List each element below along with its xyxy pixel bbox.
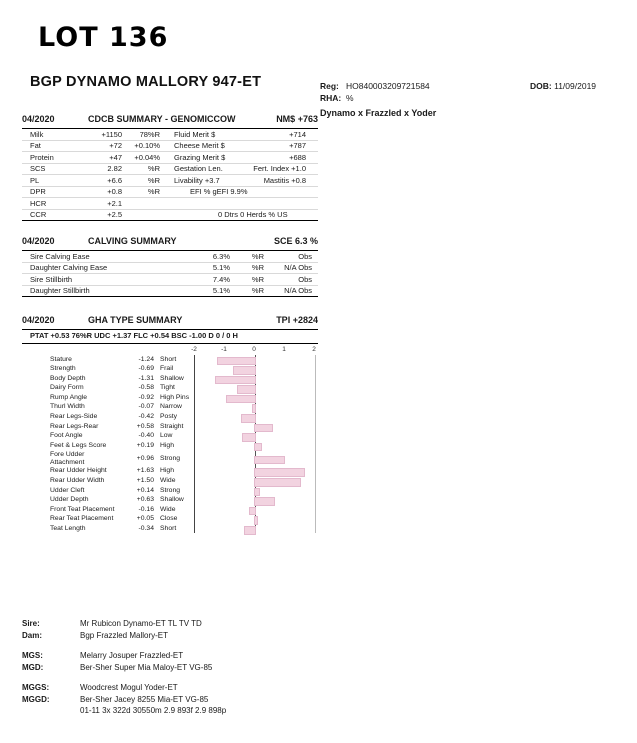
table-row	[22, 515, 318, 525]
trait-desc: Frail	[160, 365, 174, 373]
trait-desc: Wide	[160, 505, 176, 513]
pedigree-key: MGD:	[22, 662, 44, 672]
table-row	[22, 505, 318, 515]
trait-value: -0.07	[138, 403, 154, 411]
dob-value: 11/09/2019	[554, 81, 597, 91]
calving-title: CALVING SUMMARY	[88, 236, 177, 246]
table-row	[22, 286, 318, 298]
trait-name: Thurl Width	[50, 403, 85, 411]
trait-value: -0.40	[138, 432, 154, 440]
cdcb-rel: +0.10%	[134, 141, 160, 150]
gha-subline	[22, 330, 318, 344]
table-row	[22, 187, 318, 199]
rha-value: %	[346, 93, 354, 103]
cdcb-rel: 78%R	[139, 129, 160, 139]
pedigree-text: Ber-Sher Super Mia Maloy-ET VG-85	[80, 662, 213, 672]
cdcb-rel: %R	[147, 175, 160, 185]
pedigree-text: Bgp Frazzled Mallory-ET	[80, 630, 169, 640]
trait-value: +0.58	[136, 422, 154, 430]
table-row	[22, 129, 318, 141]
trait-value: -0.69	[138, 365, 154, 373]
cdcb-value2: +714	[289, 129, 306, 139]
table-row	[22, 413, 318, 423]
sce-value: 6.3 %	[294, 236, 318, 246]
trait-value: +0.63	[136, 496, 154, 504]
trait-value: +0.14	[136, 486, 154, 494]
pedigree-block	[22, 618, 452, 726]
cdcb-label2: Livability +3.7	[174, 175, 220, 185]
cdcb-label: CCR	[30, 210, 47, 219]
calving-label: Sire Calving Ease	[30, 251, 90, 261]
calving-v3: Obs	[298, 274, 312, 284]
pedigree-text: Ber-Sher Jacey 8255 Mia-ET VG-85	[80, 694, 209, 704]
trait-name: Feet & Legs Score	[50, 441, 107, 449]
trait-value: +1.50	[136, 477, 154, 485]
cdcb-value2: +787	[289, 141, 306, 150]
axis-tick: 2	[312, 346, 316, 353]
trait-value: -1.31	[138, 374, 154, 382]
calving-v2: %R	[251, 263, 264, 272]
trait-name: Front Teat Placement	[50, 505, 115, 513]
table-row	[22, 210, 318, 222]
rha-label: RHA:	[320, 93, 342, 103]
net-merit-label: NM$	[276, 114, 296, 124]
pedigree-group	[22, 650, 452, 673]
lot-title: LOT 136	[38, 22, 169, 53]
trait-name: Stature	[50, 355, 72, 363]
gha-title: GHA TYPE SUMMARY	[88, 315, 183, 325]
pedigree-group	[22, 618, 452, 641]
cdcb-value: +72	[109, 141, 122, 150]
pedigree-key: MGS:	[22, 651, 43, 660]
pedigree-group	[22, 682, 452, 717]
pedigree-line	[22, 630, 452, 642]
trait-desc: Low	[160, 432, 173, 440]
trait-value: -1.24	[138, 355, 154, 363]
cdcb-label: Protein	[30, 152, 54, 162]
tpi-value: +2824	[292, 315, 318, 325]
cdcb-label: PL	[30, 175, 40, 185]
calving-label: Daughter Stillbirth	[30, 286, 90, 295]
table-row	[22, 384, 318, 394]
table-row	[22, 477, 318, 487]
trait-value: -0.42	[138, 413, 154, 421]
trait-value: -0.58	[138, 384, 154, 392]
pedigree-line	[22, 650, 452, 662]
trait-desc: High Pins	[160, 393, 190, 401]
pedigree-key: Dam:	[22, 630, 43, 640]
trait-name: Body Depth	[50, 374, 86, 382]
trait-desc: Shallow	[160, 496, 184, 504]
table-row	[22, 274, 318, 286]
table-row	[22, 175, 318, 187]
cdcb-rel: %R	[147, 187, 160, 196]
cdcb-label2: Cheese Merit $	[174, 141, 225, 150]
cdcb-label: HCR	[30, 198, 47, 208]
axis-tick: 0	[252, 346, 256, 353]
cdcb-value: +1150	[101, 129, 122, 139]
table-row	[22, 365, 318, 375]
trait-value: +1.63	[136, 467, 154, 475]
trait-value: +0.19	[136, 441, 154, 449]
trait-desc: Wide	[160, 477, 176, 485]
pedigree-text: Melarry Josuper Frazzled-ET	[80, 651, 184, 660]
cdcb-label: DPR	[30, 187, 46, 196]
table-row	[22, 441, 318, 451]
axis-tick: 1	[282, 346, 286, 353]
calving-v2: %R	[251, 286, 264, 295]
cdcb-value2: +688	[289, 152, 306, 162]
tpi-label: TPI	[276, 315, 291, 325]
gha-type-summary-section	[22, 314, 318, 536]
pedigree-line	[22, 662, 452, 674]
calving-label: Sire Stillbirth	[30, 274, 73, 284]
trait-name: Teat Length	[50, 525, 86, 532]
registration-row	[320, 80, 620, 92]
table-row	[22, 198, 318, 210]
table-row	[22, 422, 318, 432]
trait-name: Udder Depth	[50, 496, 89, 504]
trait-bar	[254, 456, 285, 465]
calving-v2: %R	[251, 274, 264, 284]
dob	[530, 80, 596, 92]
cdcb-header	[22, 113, 318, 129]
cdcb-value: +6.6	[107, 175, 122, 185]
cdcb-label2: Fluid Merit $	[174, 129, 216, 139]
trait-name: Udder Cleft	[50, 486, 85, 494]
table-row	[22, 251, 318, 263]
trait-name: Fore Udder Attachment	[50, 451, 85, 467]
cdcb-value2: Mastitis +0.8	[263, 175, 306, 185]
table-row	[22, 393, 318, 403]
cdcb-value: 2.82	[107, 164, 122, 173]
cdcb-label: Fat	[30, 141, 41, 150]
table-row	[22, 403, 318, 413]
calving-v3: N/A Obs	[284, 286, 312, 295]
cdcb-date: 04/2020	[22, 114, 55, 124]
registration-block	[320, 80, 620, 104]
trait-desc: Shallow	[160, 374, 184, 382]
pedigree-key: Sire:	[22, 619, 40, 628]
net-merit-value: +763	[297, 114, 318, 124]
reg-value: HO840003209721584	[346, 81, 430, 91]
cdcb-label2: Gestation Len.	[174, 164, 223, 173]
pedigree-key: MGGD:	[22, 694, 50, 704]
trait-desc: Close	[160, 515, 178, 523]
trait-name: Rear Udder Width	[50, 477, 105, 485]
trait-value: -0.16	[138, 505, 154, 513]
table-row	[22, 141, 318, 153]
animal-name: BGP DYNAMO MALLORY 947-ET	[30, 74, 262, 90]
cdcb-label2: 0 Dtrs 0 Herds % US	[218, 210, 288, 219]
trait-desc: Strong	[160, 454, 181, 462]
trait-desc: High	[160, 467, 174, 475]
calving-v2: %R	[251, 251, 264, 261]
trait-desc: Narrow	[160, 403, 182, 411]
trait-name: Foot Angle	[50, 432, 83, 440]
trait-name: Dairy Form	[50, 384, 84, 392]
axis-tick: -2	[191, 346, 197, 353]
table-row	[22, 525, 318, 535]
trait-value: -0.92	[138, 393, 154, 401]
calving-header	[22, 235, 318, 251]
calving-v1: 5.1%	[212, 263, 230, 272]
short-pedigree-line: Dynamo x Frazzled x Yoder	[320, 108, 437, 118]
calving-v3: Obs	[298, 251, 312, 261]
trait-value: +0.96	[136, 454, 154, 462]
table-row	[22, 467, 318, 477]
cdcb-summary-section	[22, 113, 318, 221]
trait-value: -0.34	[138, 525, 154, 532]
gha-subline-text: PTAT +0.53 76%R UDC +1.37 FLC +0.54 BSC -1.00 D 0 / 0 H	[30, 331, 238, 340]
trait-name: Strength	[50, 365, 76, 373]
trait-name: Rear Legs-Side	[50, 413, 98, 421]
pedigree-record: 01-11 3x 322d 30550m 2.9 893f 2.9 898p	[80, 706, 227, 715]
table-row	[22, 432, 318, 442]
cdcb-value: +0.8	[107, 187, 122, 196]
trait-name: Rear Teat Placement	[50, 515, 114, 523]
trait-name: Rump Angle	[50, 393, 88, 401]
chart-axis-ticks	[191, 346, 318, 355]
net-merit	[276, 114, 318, 124]
gha-date: 04/2020	[22, 315, 55, 325]
table-row	[22, 451, 318, 467]
cdcb-value: +2.1	[107, 198, 122, 208]
pedigree-line	[22, 705, 452, 717]
trait-desc: Strong	[160, 486, 181, 494]
pedigree-text: Mr Rubicon Dynamo-ET TL TV TD	[80, 619, 202, 628]
calving-summary-section	[22, 235, 318, 297]
table-row	[22, 355, 318, 365]
table-row	[22, 496, 318, 506]
cdcb-label2: EFI % gEFI 9.9%	[190, 187, 248, 196]
trait-desc: Short	[160, 355, 177, 363]
trait-name: Rear Udder Height	[50, 467, 107, 475]
table-row	[22, 263, 318, 275]
cdcb-value: +2.5	[107, 210, 122, 219]
calving-v1: 6.3%	[212, 251, 230, 261]
sce	[274, 236, 318, 246]
calving-v1: 7.4%	[212, 274, 230, 284]
trait-desc: Posty	[160, 413, 177, 421]
linear-trait-chart	[22, 346, 318, 536]
pedigree-key: MGGS:	[22, 683, 50, 692]
cdcb-rel: %R	[147, 164, 160, 173]
reg-label: Reg:	[320, 81, 339, 91]
cdcb-value2: Fert. Index +1.0	[253, 164, 306, 173]
table-row	[22, 486, 318, 496]
dob-label: DOB:	[530, 81, 552, 91]
table-row	[22, 374, 318, 384]
calving-v3: N/A Obs	[284, 263, 312, 272]
pedigree-line	[22, 618, 452, 630]
pedigree-line	[22, 694, 452, 706]
cdcb-label2: Grazing Merit $	[174, 152, 226, 162]
sce-label: SCE	[273, 236, 293, 246]
trait-value: +0.05	[136, 515, 154, 523]
axis-tick: -1	[221, 346, 227, 353]
table-row	[22, 164, 318, 176]
cdcb-label: Milk	[30, 129, 44, 139]
gha-header	[22, 314, 318, 330]
trait-row-list	[22, 355, 318, 534]
trait-bar	[244, 526, 256, 535]
calving-label: Daughter Calving Ease	[30, 263, 108, 272]
cdcb-rel: +0.04%	[134, 152, 160, 162]
table-row	[22, 152, 318, 164]
cdcb-value: +47	[109, 152, 122, 162]
calving-date: 04/2020	[22, 236, 55, 246]
pedigree-line	[22, 682, 452, 694]
rha-row	[320, 92, 620, 104]
pedigree-text: Woodcrest Mogul Yoder-ET	[80, 683, 178, 692]
trait-name: Rear Legs-Rear	[50, 422, 99, 430]
trait-desc: Straight	[160, 422, 184, 430]
calving-v1: 5.1%	[212, 286, 230, 295]
cdcb-label: SCS	[30, 164, 46, 173]
cdcb-title: CDCB SUMMARY - GENOMICCOW	[88, 114, 236, 124]
tpi	[276, 315, 318, 325]
trait-desc: High	[160, 441, 174, 449]
trait-desc: Short	[160, 525, 177, 532]
trait-desc: Tight	[160, 384, 175, 392]
